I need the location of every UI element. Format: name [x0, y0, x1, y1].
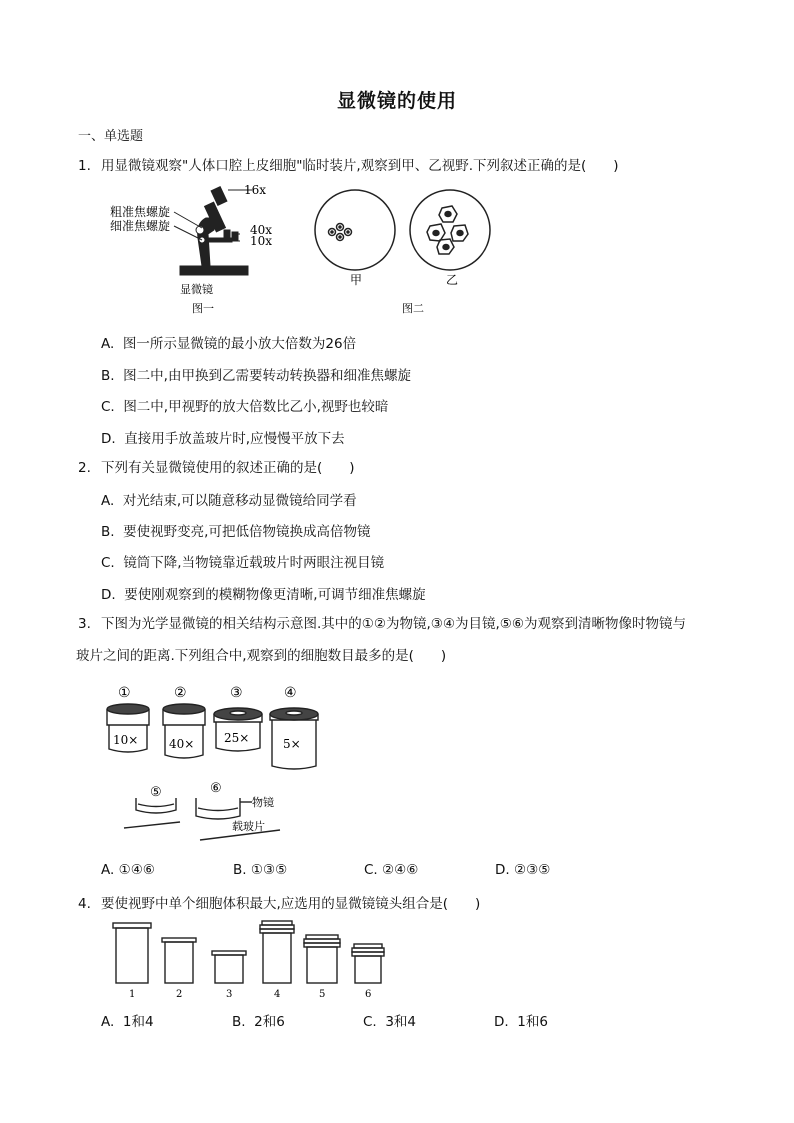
lens-5-number: 5	[319, 989, 326, 1000]
question-3-number: 3.	[78, 616, 91, 632]
question-4-number: 4.	[78, 896, 91, 912]
question-4-figure	[108, 918, 398, 1002]
field-yi-label: 乙	[446, 273, 459, 287]
lens-2-number: 2	[176, 989, 183, 1000]
lens-2-drawing	[162, 938, 196, 983]
coarse-focus-label: 粗准焦螺旋	[110, 205, 171, 219]
figure-one-caption: 图一	[192, 302, 214, 315]
q1-option-c[interactable]: C. 图二中,甲视野的放大倍数比乙小,视野也较暗	[101, 399, 389, 415]
lens-1-number: 1	[129, 989, 136, 1000]
q3-option-b[interactable]: B. ①③⑤	[233, 862, 288, 878]
lens-4-magnification: 5×	[283, 737, 301, 751]
question-4-stem: 要使视野中单个细胞体积最大,应选用的显微镜镜头组合是( )	[101, 896, 481, 912]
question-3-figure	[100, 680, 340, 848]
figure-two-caption: 图二	[402, 302, 424, 315]
q2-option-c[interactable]: C. 镜筒下降,当物镜靠近载玻片时两眼注视目镜	[101, 555, 385, 571]
q3-option-a[interactable]: A. ①④⑥	[101, 862, 155, 878]
q3-option-d[interactable]: D. ②③⑤	[495, 862, 551, 878]
field-of-view-jia	[315, 190, 395, 270]
q2-option-a[interactable]: A. 对光结束,可以随意移动显微镜给同学看	[101, 493, 357, 509]
question-2-number: 2.	[78, 460, 91, 476]
question-3-stem-line-2: 玻片之间的距离.下列组合中,观察到的细胞数目最多的是( )	[76, 648, 447, 664]
lens-4-drawing	[260, 921, 294, 983]
lens-3-number: 3	[226, 989, 233, 1000]
lens-3-magnification: 25×	[224, 731, 250, 745]
lens-6-drawing	[352, 944, 384, 983]
fine-focus-label: 细准焦螺旋	[110, 219, 171, 233]
distance-5-label: ⑤	[150, 785, 162, 800]
distance-5-diagram	[124, 798, 180, 828]
eyepiece-label: 16x	[244, 183, 267, 197]
q4-option-a[interactable]: A. 1和4	[101, 1014, 154, 1030]
section-heading: 一、单选题	[78, 129, 144, 144]
lens-6-number: 6	[365, 989, 372, 1000]
q1-option-a[interactable]: A. 图一所示显微镜的最小放大倍数为26倍	[101, 336, 357, 352]
field-jia-label: 甲	[350, 273, 363, 287]
lens-4-number: 4	[274, 989, 281, 1000]
objective-40x-label: 40x	[250, 223, 273, 237]
q3-option-c[interactable]: C. ②④⑥	[364, 862, 419, 878]
lens-2-magnification: 40×	[169, 737, 195, 751]
lens-1-drawing	[113, 923, 151, 983]
q1-option-b[interactable]: B. 图二中,由甲换到乙需要转动转换器和细准焦螺旋	[101, 368, 411, 384]
question-1-figure	[110, 178, 459, 320]
q4-option-b[interactable]: B. 2和6	[232, 1014, 285, 1030]
microscope-drawing	[174, 187, 252, 275]
lens-3-label: ③	[230, 685, 243, 701]
lens-1-magnification: 10×	[113, 733, 139, 747]
objective-label: 物镜	[252, 796, 274, 809]
q2-option-b[interactable]: B. 要使视野变亮,可把低倍物镜换成高倍物镜	[101, 524, 371, 540]
lens-4-label: ④	[284, 685, 297, 701]
lens-5-drawing	[304, 935, 340, 983]
microscope-caption: 显微镜	[180, 283, 213, 296]
q2-option-d[interactable]: D. 要使刚观察到的模糊物像更清晰,可调节细准焦螺旋	[101, 587, 426, 603]
lens-3-drawing	[212, 951, 246, 983]
page-title: 显微镜的使用	[336, 90, 457, 112]
distance-6-label: ⑥	[210, 781, 222, 796]
q4-option-d[interactable]: D. 1和6	[494, 1014, 548, 1030]
field-of-view-yi	[410, 190, 490, 270]
slide-label: 载玻片	[232, 820, 265, 833]
question-2-stem: 下列有关显微镜使用的叙述正确的是( )	[101, 460, 355, 476]
question-1-number: 1.	[78, 158, 91, 174]
question-1-stem: 用显微镜观察"人体口腔上皮细胞"临时装片,观察到甲、乙视野.下列叙述正确的是( )	[101, 158, 619, 174]
question-3-stem-line-1: 下图为光学显微镜的相关结构示意图.其中的①②为物镜,③④为目镜,⑤⑥为观察到清晰物像时物镜与	[101, 616, 686, 632]
lens-1-label: ①	[118, 685, 131, 701]
objective-10x-label: 10x	[250, 234, 273, 248]
lens-2-label: ②	[174, 685, 187, 701]
q4-option-c[interactable]: C. 3和4	[363, 1014, 416, 1030]
q1-option-d[interactable]: D. 直接用手放盖玻片时,应慢慢平放下去	[101, 431, 345, 447]
